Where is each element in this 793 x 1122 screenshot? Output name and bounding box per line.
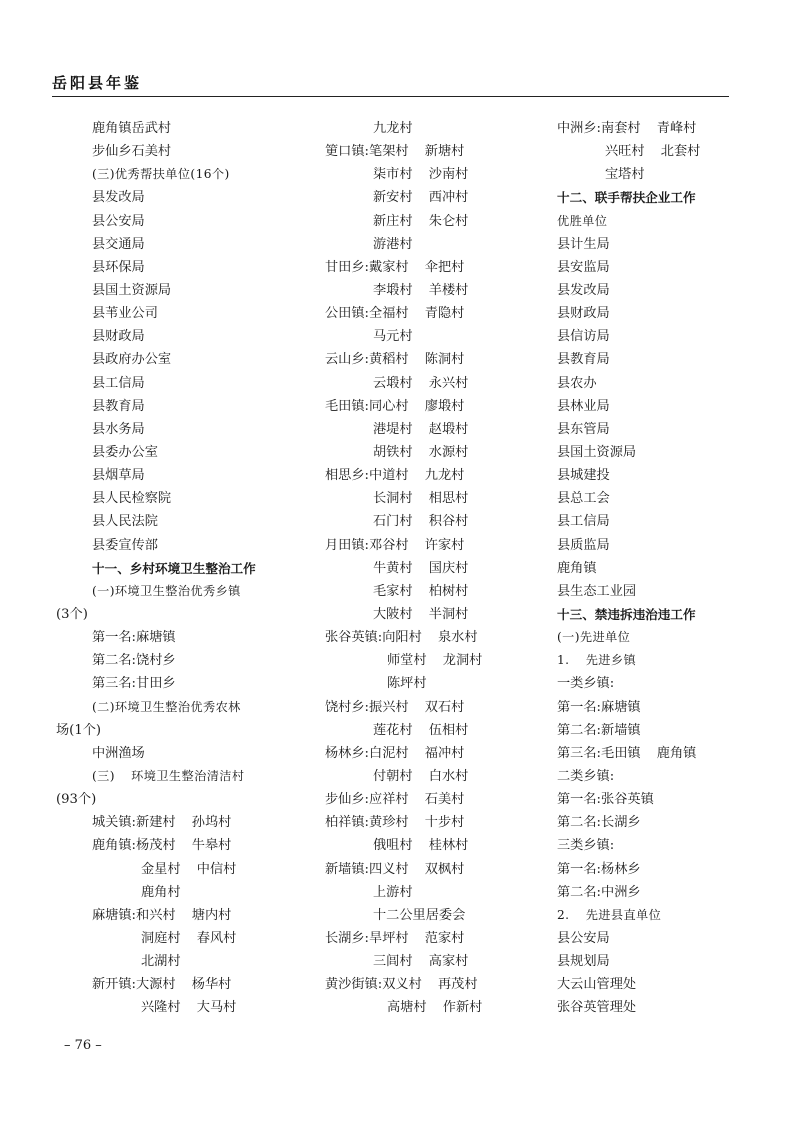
text-line: 三类乡镇: (557, 838, 615, 854)
text-line: 县委办公室 (92, 444, 158, 460)
text-line: 洞庭村 春风村 (141, 930, 237, 946)
text-line: 九龙村 (373, 121, 413, 136)
text-line: 县工信局 (557, 514, 610, 530)
text-line: (3个) (56, 606, 88, 622)
text-line: 大云山管理处 (557, 977, 637, 993)
text-line: 第一名:张谷英镇 (557, 792, 654, 808)
text-line: 第一名:麻塘镇 (557, 699, 641, 715)
text-line: 县东管局 (557, 421, 610, 437)
text-line: 县交通局 (92, 236, 145, 252)
text-line: 县国土资源局 (92, 282, 172, 298)
text-line: 柒市村 沙南村 (373, 167, 469, 183)
text-line: 上游村 (373, 884, 413, 900)
header-rule (52, 96, 729, 97)
text-line: 县人民检察院 (92, 491, 172, 507)
text-line: 第二名:中洲乡 (557, 884, 641, 900)
text-line: 县发改局 (557, 282, 610, 298)
text-line: 付朝村 白水村 (373, 768, 469, 784)
section-subheading: 2. 先进县直单位 (557, 907, 662, 922)
column-right (557, 117, 737, 1019)
text-line: 港堤村 赵塅村 (373, 421, 469, 437)
text-line: 石门村 积谷村 (373, 514, 469, 530)
text-line: 县规划局 (557, 954, 610, 970)
text-line: 县教育局 (92, 398, 145, 414)
text-line: 县财政局 (92, 329, 145, 345)
text-line: 县苇业公司 (92, 306, 158, 322)
text-line: 县城建投 (557, 468, 610, 484)
text-line: 相思乡:中道村 九龙村 (325, 468, 465, 484)
section-subheading: (三) 环境卫生整治清洁村 (92, 768, 245, 783)
section-subheading: (一)先进单位 (557, 630, 631, 645)
text-line: 大陂村 半洞村 (373, 606, 469, 622)
text-line: 十二公里居委会 (373, 907, 466, 923)
text-line: 莲花村 伍相村 (373, 722, 469, 738)
text-line: 毛田镇:同心村 廖塅村 (325, 398, 465, 414)
text-line: 长湖乡:旱坪村 范家村 (325, 930, 465, 946)
text-line: 兴隆村 大马村 (141, 1000, 237, 1016)
text-line: 第三名:毛田镇 鹿角镇 (557, 745, 697, 761)
section-subheading: (三)优秀帮扶单位(16个) (92, 167, 230, 182)
text-line: 第一名:杨林乡 (557, 861, 641, 877)
text-line: 城关镇:新建村 孙坞村 (92, 815, 232, 831)
section-subheading: 优胜单位 (557, 213, 608, 228)
text-line: 胡铁村 水源村 (373, 444, 469, 460)
text-line: 县人民法院 (92, 514, 158, 530)
text-line: 陈坪村 (387, 676, 427, 692)
text-line: 县财政局 (557, 306, 610, 322)
text-line: 县信访局 (557, 329, 610, 345)
text-line: 金星村 中信村 (141, 861, 237, 877)
text-line: 县教育局 (557, 352, 610, 368)
text-line: 鹿角村 (141, 884, 181, 900)
text-line: 马元村 (373, 329, 413, 345)
text-line: 长洞村 相思村 (373, 491, 469, 507)
text-line: 第二名:长湖乡 (557, 815, 641, 831)
section-subheading: (一)环境卫生整治优秀乡镇 (92, 583, 241, 598)
text-line: 筻口镇:笔架村 新塘村 (325, 144, 465, 160)
text-line: 县委宣传部 (92, 537, 158, 553)
text-line: 县烟草局 (92, 468, 145, 484)
section-subheading: (二)环境卫生整治优秀农林 (92, 699, 241, 714)
text-line: 第二名:新墙镇 (557, 722, 641, 738)
text-line: 北湖村 (141, 954, 181, 970)
text-line: 县工信局 (92, 375, 145, 391)
text-line: 张谷英镇:向阳村 泉水村 (325, 630, 478, 646)
text-line: 黄沙街镇:双义村 再茂村 (325, 977, 478, 993)
text-line: 杨林乡:白泥村 福冲村 (325, 745, 465, 761)
text-line: 县总工会 (557, 491, 610, 507)
running-header: 岳阳县年鉴 (52, 74, 143, 92)
text-line: 鹿角镇:杨茂村 牛皋村 (92, 838, 232, 854)
text-line: 张谷英管理处 (557, 1000, 637, 1016)
text-line: 云塅村 永兴村 (373, 375, 469, 391)
text-line: 县生态工业园 (557, 583, 637, 599)
text-line: 县公安局 (92, 213, 145, 229)
text-line: 中洲乡:南套村 青峰村 (557, 121, 697, 136)
text-line: 县安监局 (557, 259, 610, 275)
text-line: 县公安局 (557, 930, 610, 946)
text-line: 县农办 (557, 375, 597, 391)
text-line: 第三名:甘田乡 (92, 676, 176, 692)
text-line: 县计生局 (557, 236, 610, 252)
text-line: (93个) (56, 792, 97, 808)
text-line: 新庄村 朱仑村 (373, 213, 469, 229)
text-line: 李塅村 羊楼村 (373, 282, 469, 298)
text-line: 县国土资源局 (557, 444, 637, 460)
text-line: 步仙乡:应祥村 石美村 (325, 792, 465, 808)
text-line: 场(1个) (56, 722, 102, 738)
section-heading: 十一、乡村环境卫生整治工作 (92, 560, 256, 576)
text-line: 公田镇:全福村 青隐村 (325, 306, 465, 322)
text-line: 中洲渔场 (92, 745, 145, 761)
column-middle (325, 117, 545, 1019)
text-line: 云山乡:黄稻村 陈洞村 (325, 352, 465, 368)
text-line: 县政府办公室 (92, 352, 172, 368)
page-number: – 76 – (64, 1038, 102, 1053)
text-line: 师堂村 龙洞村 (387, 653, 483, 669)
section-heading: 十二、联手帮扶企业工作 (557, 190, 696, 206)
text-line: 俄咀村 桂林村 (373, 838, 469, 854)
text-line: 二类乡镇: (557, 768, 615, 784)
text-line: 县林业局 (557, 398, 610, 414)
text-line: 宝塔村 (605, 167, 645, 183)
text-line: 甘田乡:戴家村 伞把村 (325, 259, 465, 275)
column-left (56, 117, 296, 1019)
text-line: 毛家村 柏树村 (373, 583, 469, 599)
section-subheading: 1. 先进乡镇 (557, 653, 637, 668)
text-line: 一类乡镇: (557, 676, 615, 692)
text-line: 柏祥镇:黄珍村 十步村 (325, 815, 465, 831)
text-line: 步仙乡石美村 (92, 144, 172, 160)
text-line: 县环保局 (92, 259, 145, 275)
text-line: 饶村乡:振兴村 双石村 (325, 699, 465, 715)
text-line: 新墙镇:四义村 双枫村 (325, 861, 465, 877)
text-line: 鹿角镇岳武村 (92, 121, 172, 136)
text-line: 县水务局 (92, 421, 145, 437)
text-line: 第一名:麻塘镇 (92, 630, 176, 646)
text-line: 县发改局 (92, 190, 145, 206)
text-line: 高塘村 作新村 (387, 1000, 483, 1016)
text-line: 新开镇:大源村 杨华村 (92, 977, 232, 993)
text-line: 县质监局 (557, 537, 610, 553)
text-line: 牛黄村 国庆村 (373, 560, 469, 576)
text-line: 游港村 (373, 236, 413, 252)
text-line: 月田镇:邓谷村 许家村 (325, 537, 465, 553)
section-heading: 十三、禁违拆违治违工作 (557, 606, 696, 622)
text-line: 鹿角镇 (557, 560, 597, 576)
text-line: 兴旺村 北套村 (605, 144, 701, 160)
text-line: 第二名:饶村乡 (92, 653, 176, 669)
text-line: 麻塘镇:和兴村 塘内村 (92, 907, 232, 923)
text-line: 三闾村 高家村 (373, 954, 469, 970)
text-line: 新安村 西冲村 (373, 190, 469, 206)
